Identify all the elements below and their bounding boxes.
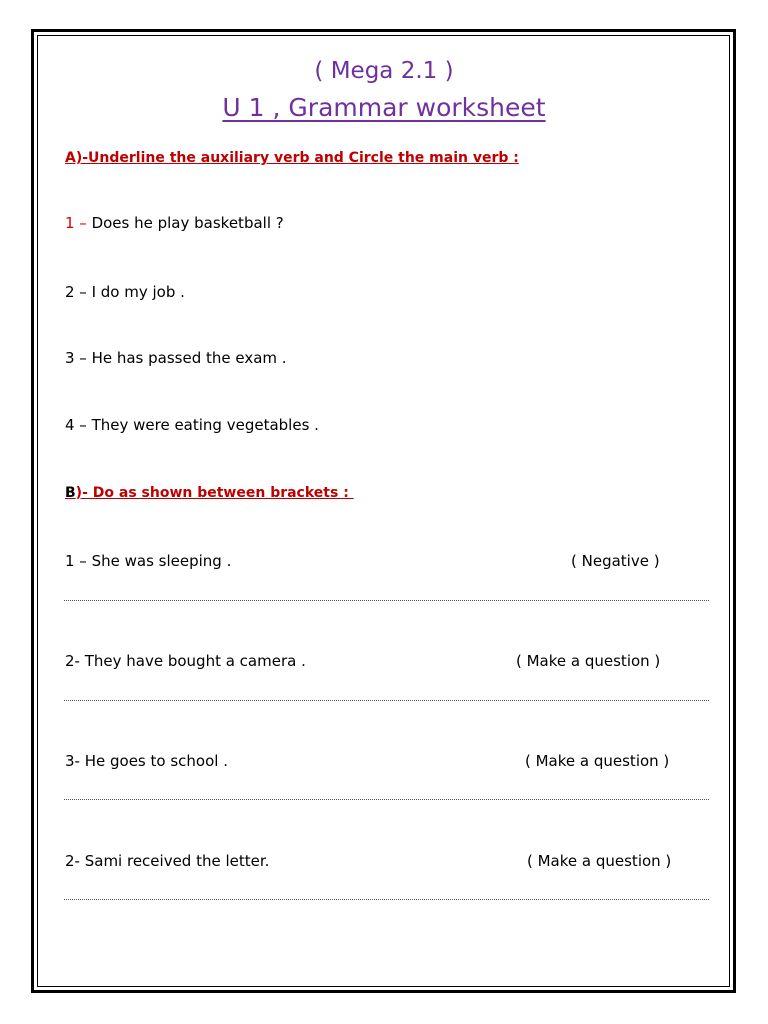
item-number: 4 – [65, 416, 87, 434]
page-title: ( Mega 2.1 ) [314, 58, 454, 84]
answer-line-4[interactable] [64, 899, 709, 900]
section-b-heading-text: )- Do as shown between brackets : [75, 485, 354, 501]
section-a-item-2 [65, 283, 185, 301]
section-a-item-1 [65, 214, 284, 232]
section-a-item-3 [65, 349, 287, 367]
answer-line-1[interactable] [64, 600, 709, 601]
item-text: They were eating vegetables . [86, 416, 319, 434]
item-number: 1 – [65, 214, 87, 232]
page-border-inner [37, 35, 730, 987]
page-subtitle: U 1 , Grammar worksheet [222, 93, 546, 122]
item-text: He has passed the exam . [86, 349, 287, 367]
item-number: 2 – [65, 283, 87, 301]
section-b-item-2-hint: ( Make a question ) [516, 652, 661, 670]
section-b-letter: B [65, 485, 76, 501]
section-b-item-1-hint: ( Negative ) [571, 552, 660, 570]
section-b-item-4-text: 2- Sami received the letter. [65, 852, 270, 870]
item-text: Does he play basketball ? [86, 214, 284, 232]
section-a-heading: A)-Underline the auxiliary verb and Circle the main verb : [65, 150, 519, 166]
section-b-item-3-text: 3- He goes to school . [65, 752, 228, 770]
section-b-heading [65, 485, 354, 501]
item-text: I do my job . [86, 283, 185, 301]
section-b-item-1-text: 1 – She was sleeping . [65, 552, 232, 570]
section-a-item-4 [65, 416, 319, 434]
section-b-item-4-hint: ( Make a question ) [527, 852, 672, 870]
answer-line-2[interactable] [64, 700, 709, 701]
section-b-item-2-text: 2- They have bought a camera . [65, 652, 306, 670]
section-b-item-3-hint: ( Make a question ) [525, 752, 670, 770]
answer-line-3[interactable] [64, 799, 709, 800]
item-number: 3 – [65, 349, 87, 367]
